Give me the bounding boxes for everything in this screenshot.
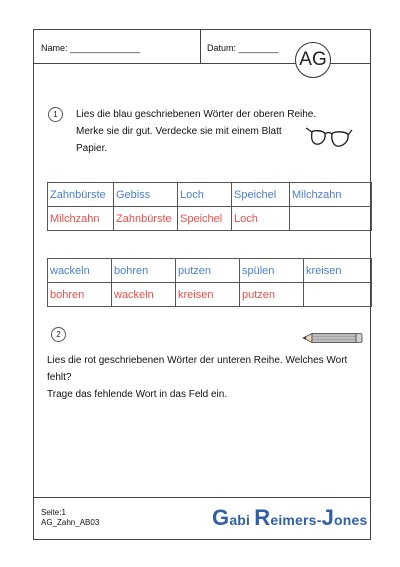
footer-info xyxy=(41,508,99,528)
task-number-1: 1 xyxy=(48,107,63,122)
word-cell: Milchzahn xyxy=(290,183,372,207)
brand-logo-part: R xyxy=(254,505,271,530)
word-cell: Gebiss xyxy=(114,183,178,207)
footer-divider xyxy=(34,497,370,498)
page-number: Seite:1 xyxy=(41,508,66,517)
table-row-blue xyxy=(48,183,372,207)
date-field[interactable]: Datum: ________ xyxy=(207,43,279,53)
table-row-red xyxy=(48,207,372,231)
word-cell: wackeln xyxy=(112,283,176,307)
brand-logo-part: J xyxy=(321,505,334,530)
word-cell: Zahnbürste xyxy=(48,183,114,207)
pencil-icon xyxy=(302,332,364,344)
word-table-verbs xyxy=(47,258,372,307)
answer-cell[interactable] xyxy=(304,283,372,307)
word-cell: kreisen xyxy=(176,283,240,307)
word-cell: Loch xyxy=(178,183,232,207)
ag-badge: AG xyxy=(295,42,331,78)
word-cell: wackeln xyxy=(48,259,112,283)
task-2-line: fehlt? xyxy=(47,372,72,383)
word-cell: putzen xyxy=(176,259,240,283)
word-cell: putzen xyxy=(240,283,304,307)
brand-logo-part: ones xyxy=(334,512,368,528)
brand-logo-part: - xyxy=(316,512,322,528)
table-row-red xyxy=(48,283,372,307)
glasses-icon xyxy=(304,124,354,152)
word-cell: Zahnbürste xyxy=(114,207,178,231)
word-cell: Speichel xyxy=(178,207,232,231)
task-1-line: Lies die blau geschriebenen Wörter der oberen Reihe. xyxy=(76,109,317,120)
brand-logo xyxy=(212,504,368,532)
word-cell: spülen xyxy=(240,259,304,283)
brand-logo-part: abi xyxy=(229,512,255,528)
word-cell: bohren xyxy=(48,283,112,307)
document-id: AG_Zahn_AB03 xyxy=(41,518,100,527)
word-table-nouns xyxy=(47,182,372,231)
task-2-line: Lies die rot geschriebenen Wörter der unteren Reihe. Welches Wort xyxy=(47,355,348,366)
header-column-divider xyxy=(200,30,201,63)
word-cell: kreisen xyxy=(304,259,372,283)
answer-cell[interactable] xyxy=(290,207,372,231)
task-1-line: Merke sie dir gut. Verdecke sie mit einem Blatt xyxy=(76,126,282,137)
task-2-instructions xyxy=(47,352,347,403)
word-cell: bohren xyxy=(112,259,176,283)
word-cell: Loch xyxy=(232,207,290,231)
table-row-blue xyxy=(48,259,372,283)
word-cell: Speichel xyxy=(232,183,290,207)
word-cell: Milchzahn xyxy=(48,207,114,231)
task-number-2: 2 xyxy=(51,327,66,342)
task-2-line: Trage das fehlende Wort in das Feld ein. xyxy=(47,389,228,400)
task-1-instructions xyxy=(76,106,316,157)
task-1-line: Papier. xyxy=(76,143,108,154)
brand-logo-part: G xyxy=(212,505,230,530)
name-field[interactable]: Name: ______________ xyxy=(41,43,141,53)
brand-logo-part: eimers xyxy=(270,512,317,528)
